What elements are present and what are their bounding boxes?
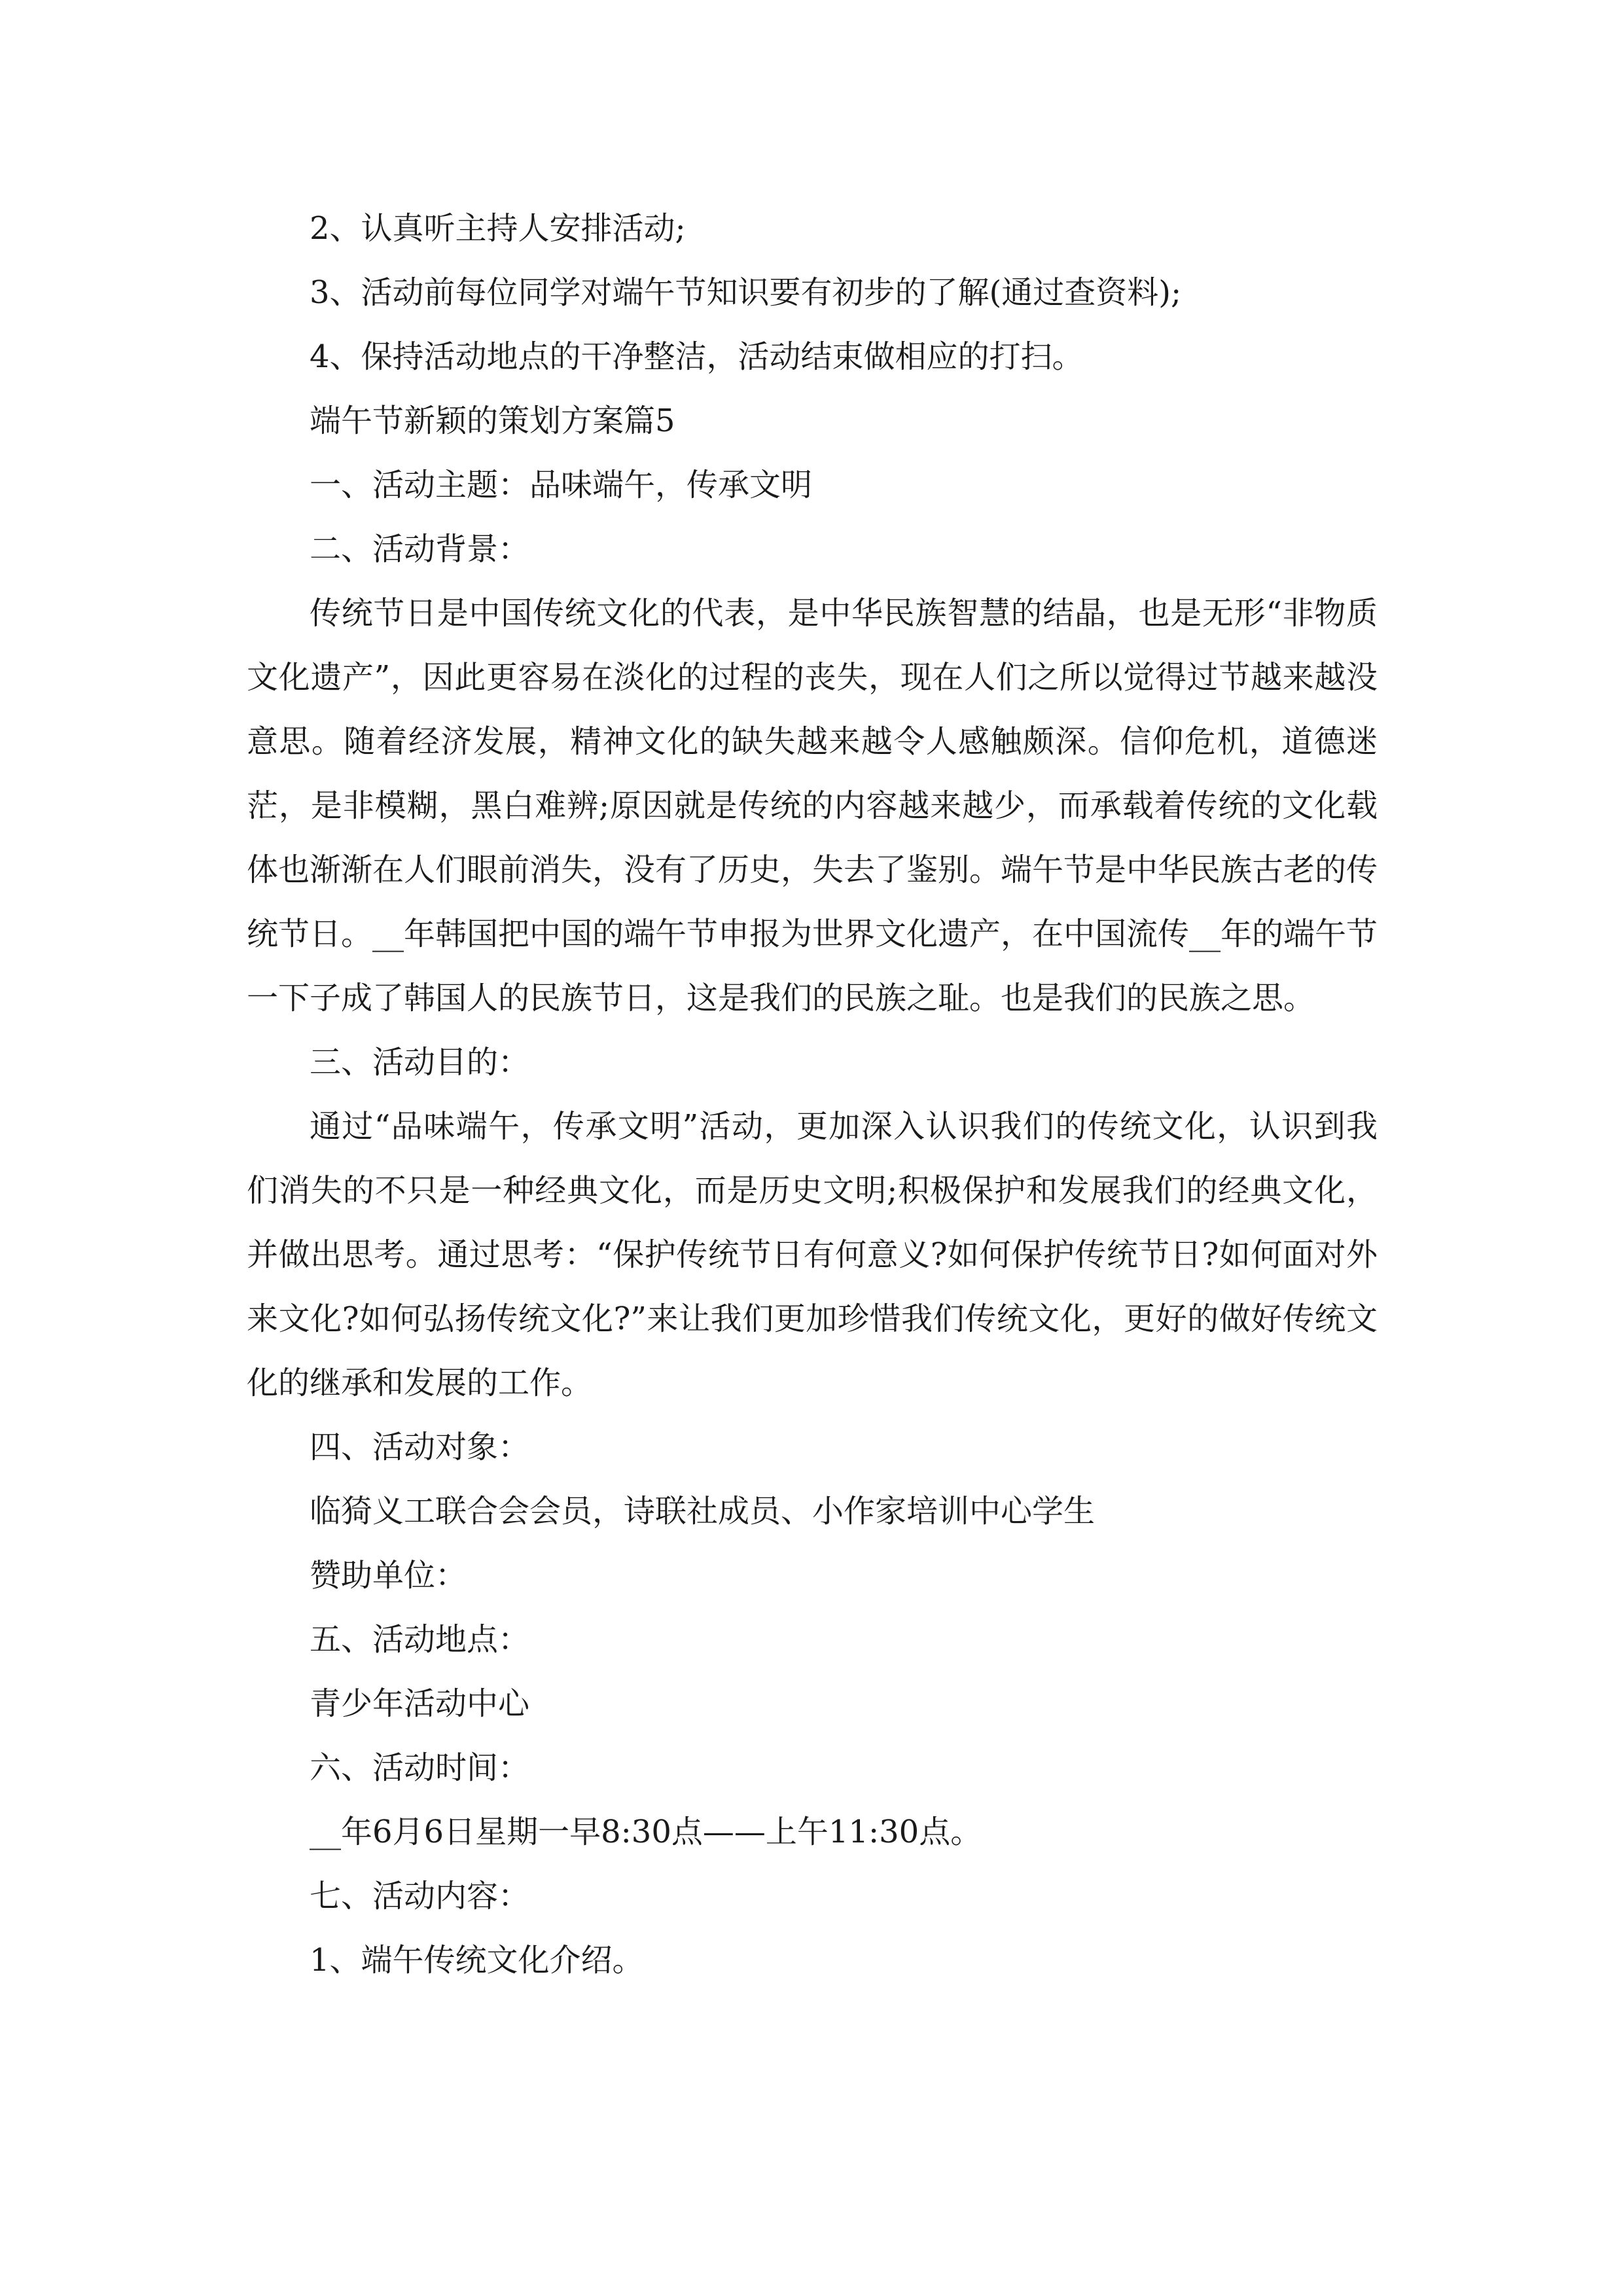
section-title: 端午节新颖的策划方案篇5 xyxy=(310,403,675,439)
heading-activity-time: 六、活动时间： xyxy=(310,1749,530,1786)
heading-activity-purpose: 三、活动目的： xyxy=(310,1044,530,1081)
paragraph-location: 青少年活动中心 xyxy=(310,1685,530,1722)
list-item-keep-clean: 4、保持活动地点的干净整洁，活动结束做相应的打扫。 xyxy=(310,338,1084,375)
list-item-research-knowledge: 3、活动前每位同学对端午节知识要有初步的了解(通过查资料); xyxy=(310,274,1182,311)
heading-activity-location: 五、活动地点： xyxy=(310,1621,530,1658)
list-item-listen-host: 2、认真听主持人安排活动; xyxy=(310,210,686,247)
paragraph-time: __年6月6日星期一早8:30点——上午11:30点。 xyxy=(310,1814,982,1850)
heading-activity-target: 四、活动对象： xyxy=(310,1429,530,1465)
paragraph-target: 临猗义工联合会会员，诗联社成员、小作家培训中心学生 xyxy=(310,1493,1096,1530)
paragraph-purpose: 通过“品味端午，传承文明”活动，更加深入认识我们的传统文化，认识到我们消失的不只是一种经典文化，而是历史文明;积极保护和发展我们的经典文化，并做出思考。通过思考：“保护传统节日有何意义?如何保护传统节日?如何面对外来文化?如何弘扬传统文化?”来让我们更加珍惜我们传统文化，更好的做好传统文化的继承和发展的工作。 xyxy=(247,1108,1378,1401)
heading-activity-theme: 一、活动主题：品味端午，传承文明 xyxy=(310,467,813,503)
list-item-culture-intro: 1、端午传统文化介绍。 xyxy=(310,1942,644,1979)
heading-activity-background: 二、活动背景： xyxy=(310,531,530,567)
heading-activity-content: 七、活动内容： xyxy=(310,1878,530,1914)
paragraph-background: 传统节日是中国传统文化的代表，是中华民族智慧的结晶，也是无形“非物质文化遗产”，因此更容易在淡化的过程的丧失，现在人们之所以觉得过节越来越没意思。随着经济发展，精神文化的缺失越来越令人感触颇深。信仰危机，道德迷茫，是非模糊，黑白难辨;原因就是传统的内容越来越少，而承载着传统的文化载体也渐渐在人们眼前消失，没有了历史，失去了鉴别。端午节是中华民族古老的传统节日。__年韩国把中国的端午节申报为世界文化遗产，在中国流传__年的端午节一下子成了韩国人的民族节日，这是我们的民族之耻。也是我们的民族之思。 xyxy=(247,595,1378,1016)
label-sponsor: 赞助单位： xyxy=(310,1557,467,1594)
document-body xyxy=(247,196,1378,1992)
